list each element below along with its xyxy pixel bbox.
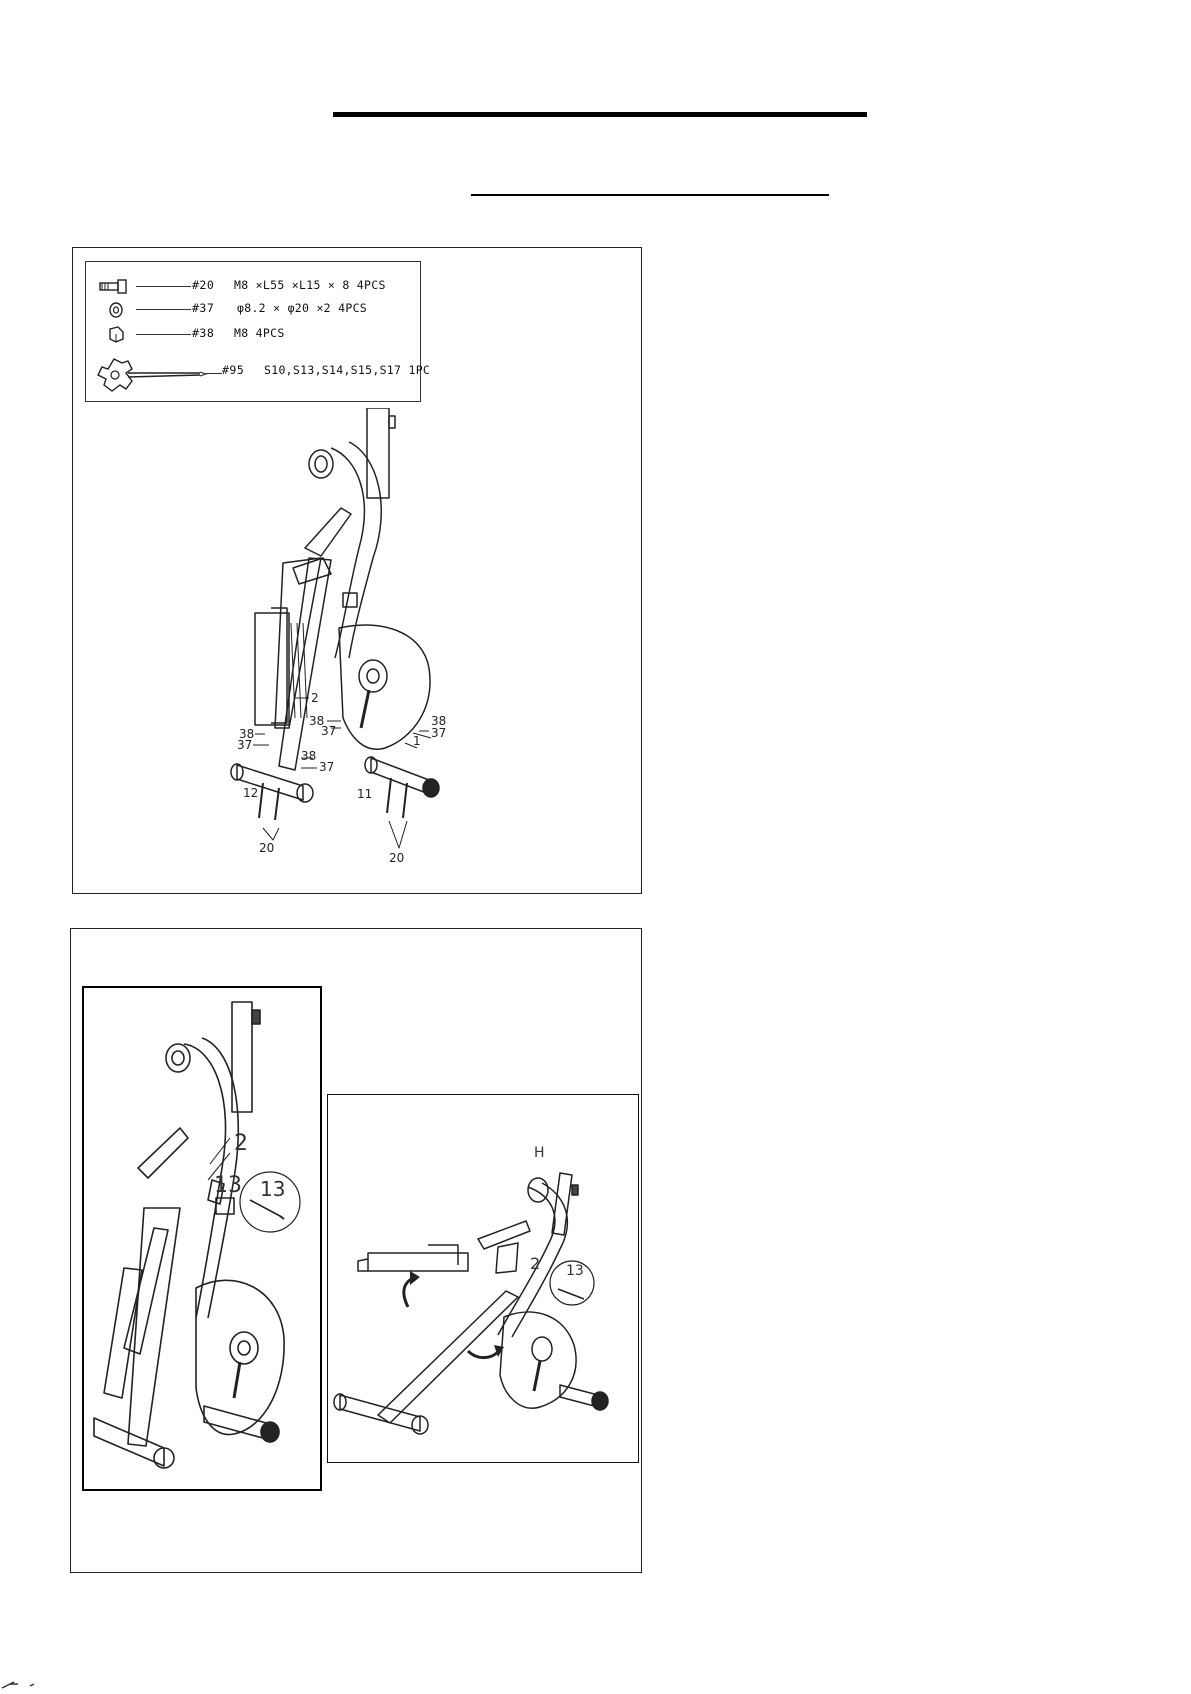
unfolded-bike-inset bbox=[327, 1094, 639, 1463]
label-nut: 38 bbox=[301, 749, 317, 763]
label-frame: 2 bbox=[311, 691, 319, 705]
subtitle-rule bbox=[471, 194, 829, 196]
label-washer: 37 bbox=[321, 724, 337, 738]
label-washer: 37 bbox=[237, 738, 253, 752]
label-bolt: 20 bbox=[259, 841, 275, 855]
title-rule bbox=[333, 112, 867, 117]
hardware-item bbox=[86, 276, 422, 298]
flywheel-housing bbox=[196, 1280, 284, 1434]
part-spec: M8 4PCS bbox=[234, 326, 285, 340]
washer-icon bbox=[94, 299, 130, 319]
label-bolt: 20 bbox=[389, 851, 405, 865]
label-nut: 38 bbox=[431, 714, 447, 728]
hardware-item bbox=[86, 355, 431, 395]
label-handlebar-post: H bbox=[534, 1145, 545, 1161]
leader-line bbox=[136, 286, 191, 287]
slide-rail bbox=[378, 1291, 518, 1423]
nut-icon bbox=[94, 324, 130, 344]
label-pin: 13 bbox=[214, 1173, 242, 1198]
step-2-panel bbox=[70, 928, 642, 1573]
label-pin-zoom: 13 bbox=[566, 1263, 584, 1279]
backrest bbox=[255, 613, 289, 725]
part-number: #38 bbox=[192, 326, 215, 340]
label-frame: 2 bbox=[234, 1131, 248, 1156]
label-washer: 37 bbox=[319, 760, 335, 774]
folded-bike-diagram bbox=[84, 988, 320, 1489]
part-number: #20 bbox=[192, 278, 215, 292]
folded-bike-inset bbox=[82, 986, 322, 1491]
label-main-frame: 1 bbox=[413, 734, 421, 748]
label-frame: 2 bbox=[530, 1254, 541, 1273]
part-number: #37 bbox=[192, 301, 215, 315]
label-nut: 38 bbox=[309, 714, 325, 728]
console bbox=[309, 450, 333, 478]
label-pin-zoom: 13 bbox=[260, 1177, 286, 1201]
leader-line bbox=[206, 373, 222, 374]
label-washer: 37 bbox=[431, 726, 447, 740]
multi-wrench-icon bbox=[92, 355, 222, 395]
flywheel-housing bbox=[339, 625, 430, 749]
hardware-list bbox=[85, 261, 431, 402]
seat-rail bbox=[368, 1253, 468, 1271]
hardware-item bbox=[86, 324, 422, 346]
slide-rail bbox=[128, 1208, 180, 1446]
label-nut: 38 bbox=[239, 727, 255, 741]
leader-line bbox=[136, 334, 191, 335]
part-number: #95 bbox=[222, 363, 245, 377]
hardware-item bbox=[86, 299, 422, 321]
exploded-bike-diagram bbox=[73, 408, 641, 888]
unfolding-bike-diagram bbox=[328, 1095, 637, 1461]
part-spec: φ8.2 × φ20 ×2 4PCS bbox=[237, 301, 368, 315]
bolt-icon bbox=[94, 276, 130, 296]
leader-line bbox=[136, 309, 191, 310]
label-front-stabilizer: 11 bbox=[357, 787, 373, 801]
part-spec: S10,S13,S14,S15,S17 1PC bbox=[264, 363, 431, 377]
front-stabilizer bbox=[371, 758, 429, 794]
part-spec: M8 ×L55 ×L15 × 8 4PCS bbox=[234, 278, 386, 292]
label-rear-stabilizer: 12 bbox=[243, 786, 259, 800]
page-edge-mark bbox=[0, 1676, 60, 1685]
step-1-panel bbox=[72, 247, 642, 894]
